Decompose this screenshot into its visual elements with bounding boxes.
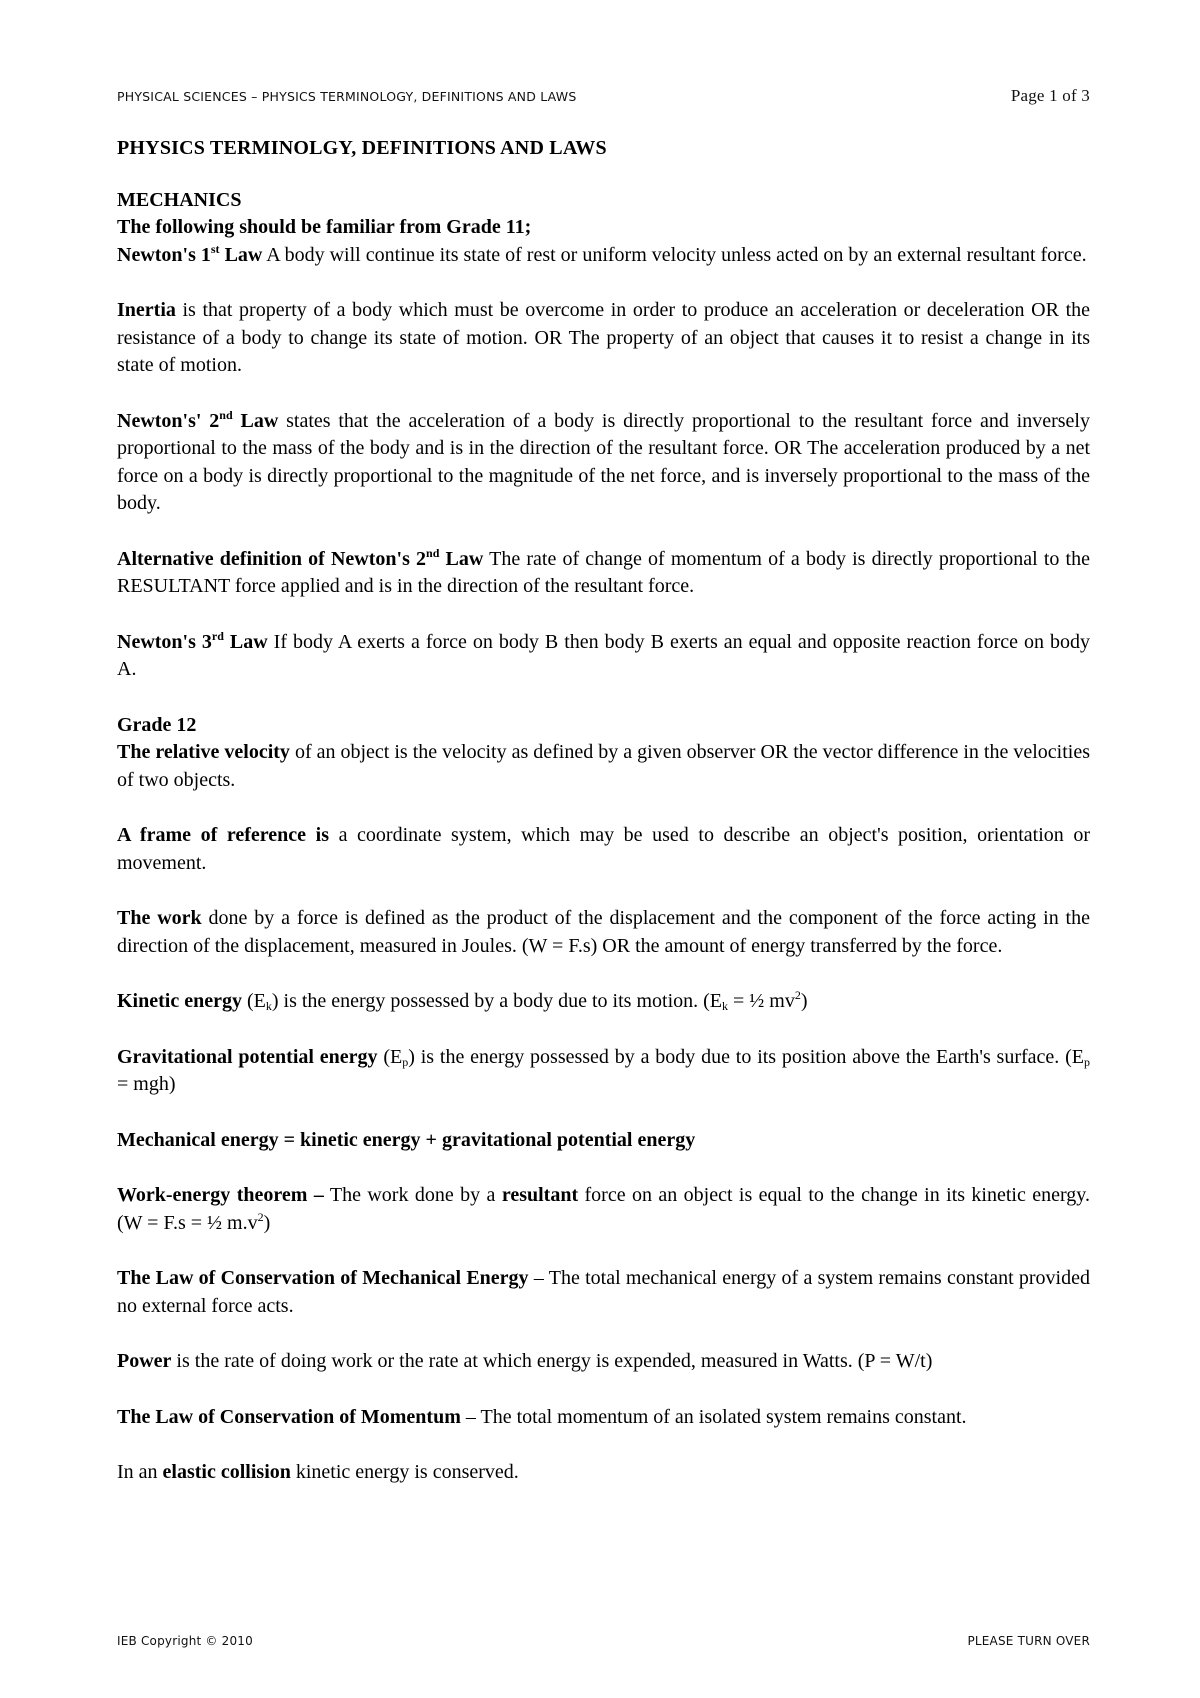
definition-newton-first-law: Newton's 1st Law A body will continue its state of rest or uniform velocity unless acted on by an external resultant force. bbox=[117, 241, 1087, 266]
page-number: Page 1 of 3 bbox=[1010, 86, 1090, 105]
definition-newton-second-law-alt: Alternative definition of Newton's 2nd Law The rate of change of momentum of a body is directly proportional to the RESULTANT force applied and is in the direction of the resultant force. bbox=[117, 545, 1090, 597]
page-header bbox=[117, 86, 1090, 106]
definition-work: The work done by a force is defined as the product of the displacement and the component of the force acting in the direction of the displacement, measured in Joules. (W = F.s) OR the amount of energy transferred by the force. bbox=[117, 907, 1090, 957]
subsection-heading-grade12: Grade 12 bbox=[117, 713, 197, 736]
term: Inertia bbox=[117, 299, 176, 321]
term: The relative velocity bbox=[117, 741, 290, 763]
turn-over-notice: PLEASE TURN OVER bbox=[967, 1634, 1090, 1648]
section-heading-mechanics: MECHANICS bbox=[117, 188, 242, 211]
term: The work bbox=[117, 907, 202, 929]
definition-power: Power is the rate of doing work or the rate at which energy is expended, measured in Watts. (P = W/t) bbox=[117, 1350, 933, 1372]
term: elastic collision bbox=[162, 1461, 291, 1483]
subsection-heading-grade11: The following should be familiar from Grade 11; bbox=[117, 216, 532, 238]
definition-conservation-mechanical-energy: The Law of Conservation of Mechanical Energy – The total mechanical energy of a system remains constant provided no external force acts. bbox=[117, 1267, 1090, 1317]
definition-inertia: Inertia is that property of a body which must be overcome in order to produce an acceleration or deceleration OR the resistance of a body to change its state of motion. OR The property of an object that causes it to resist a change in its state of motion. bbox=[117, 299, 1090, 376]
definition-elastic-collision: In an elastic collision kinetic energy is conserved. bbox=[117, 1461, 519, 1483]
term: Newton's 3 bbox=[117, 630, 212, 653]
copyright-notice: IEB Copyright © 2010 bbox=[117, 1634, 253, 1648]
term: A frame of reference is bbox=[117, 824, 329, 846]
definition-kinetic-energy: Kinetic energy $(E_k)$ is the energy possessed by a body due to its motion. ($E_k$ = ½ $mv^2$) bbox=[117, 988, 808, 1013]
definition-gravitational-potential-energy: Gravitational potential energy $(E_p)$ is the energy possessed by a body due to its position above the Earth's surface. $(E_p = mgh)$ bbox=[117, 1045, 1090, 1095]
term: Gravitational potential energy bbox=[117, 1045, 378, 1068]
term: Alternative definition of Newton's 2 bbox=[117, 547, 427, 570]
definition-mechanical-energy: Mechanical energy = kinetic energy + gravitational potential energy bbox=[117, 1128, 696, 1151]
term: Power bbox=[117, 1350, 172, 1372]
definition-work-energy-theorem: Work-energy theorem – The work done by a resultant force on an object is equal to the change in its kinetic energy. (W = F.s = ½ $m.v^2$) bbox=[117, 1184, 1091, 1234]
term: Work-energy theorem – bbox=[117, 1184, 324, 1206]
document-title: PHYSICS TERMINOLGY, DEFINITIONS AND LAWS bbox=[117, 137, 607, 159]
definition-newton-third-law: Newton's 3rd Law If body A exerts a force on body B then body B exerts an equal and opposite reaction force on body A. bbox=[117, 628, 1090, 680]
header-title: PHYSICAL SCIENCES – PHYSICS TERMINOLOGY, DEFINITIONS AND LAWS bbox=[117, 89, 577, 104]
term: The Law of Conservation of Momentum bbox=[117, 1405, 461, 1428]
definition-newton-second-law: Newton's' 2nd Law states that the acceleration of a body is directly proportional to the resultant force and inversely proportional to the mass of the body and is in the direction of the resultant force. OR The acceleration produced by a net force on a body is directly proportional to the magnitude of the net force, and is inversely proportional to the mass of the body. bbox=[117, 407, 1090, 514]
page-footer bbox=[117, 1634, 1090, 1648]
term: Kinetic energy bbox=[117, 990, 242, 1012]
definition-frame-of-reference: A frame of reference is a coordinate system, which may be used to describe an object's position, orientation or movement. bbox=[117, 824, 1090, 874]
term: The Law of Conservation of Mechanical Energy bbox=[117, 1267, 529, 1289]
term: Newton's' 2 bbox=[117, 409, 220, 432]
term: Newton's 1 bbox=[117, 243, 211, 266]
definition-relative-velocity: The relative velocity of an object is the velocity as defined by a given observer OR the vector difference in the velocities of two objects. bbox=[117, 741, 1090, 791]
definition-conservation-momentum: The Law of Conservation of Momentum – The total momentum of an isolated system remains constant. bbox=[117, 1405, 967, 1428]
document-body bbox=[117, 135, 1090, 1487]
